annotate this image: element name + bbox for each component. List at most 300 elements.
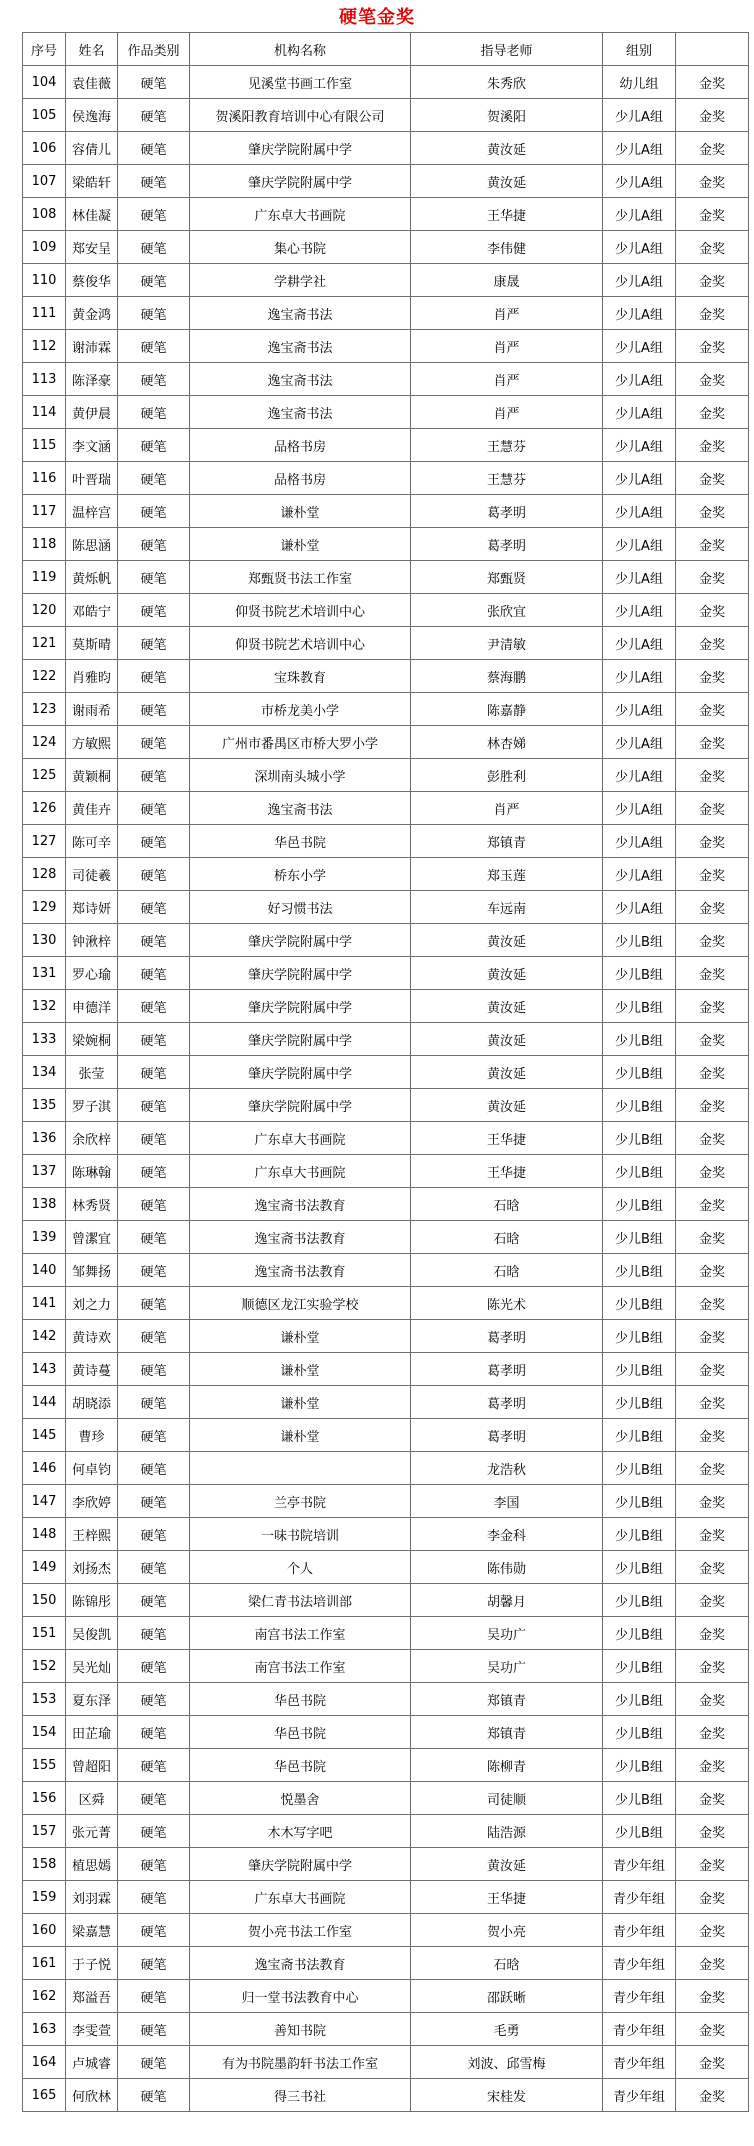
cell-organization: 品格书房 [190, 429, 411, 462]
cell-name: 郑诗妍 [66, 891, 118, 924]
cell-group: 少儿B组 [603, 1815, 676, 1848]
cell-name: 钟湫梓 [66, 924, 118, 957]
cell-teacher: 葛孝明 [411, 528, 603, 561]
cell-teacher: 石晗 [411, 1221, 603, 1254]
cell-award: 金奖 [676, 1980, 749, 2013]
cell-no: 146 [23, 1452, 66, 1485]
cell-no: 144 [23, 1386, 66, 1419]
cell-award: 金奖 [676, 1848, 749, 1881]
cell-award: 金奖 [676, 2013, 749, 2046]
cell-group: 少儿B组 [603, 1749, 676, 1782]
cell-teacher: 石晗 [411, 1188, 603, 1221]
cell-category: 硬笔 [118, 594, 190, 627]
cell-organization: 华邑书院 [190, 1749, 411, 1782]
table-row [23, 1452, 749, 1485]
cell-group: 少儿B组 [603, 924, 676, 957]
header-organization: 机构名称 [190, 33, 411, 66]
table-row [23, 561, 749, 594]
cell-name: 何卓钧 [66, 1452, 118, 1485]
cell-award: 金奖 [676, 1419, 749, 1452]
cell-name: 黄烁帆 [66, 561, 118, 594]
table-row [23, 264, 749, 297]
cell-group: 少儿B组 [603, 1485, 676, 1518]
cell-group: 少儿A组 [603, 429, 676, 462]
cell-award: 金奖 [676, 1122, 749, 1155]
cell-teacher: 王华捷 [411, 1881, 603, 1914]
cell-teacher: 葛孝明 [411, 1353, 603, 1386]
cell-name: 张莹 [66, 1056, 118, 1089]
cell-teacher: 黄汝延 [411, 1848, 603, 1881]
table-row [23, 858, 749, 891]
cell-name: 罗心瑜 [66, 957, 118, 990]
cell-teacher: 王华捷 [411, 198, 603, 231]
cell-no: 143 [23, 1353, 66, 1386]
cell-award: 金奖 [676, 231, 749, 264]
cell-no: 117 [23, 495, 66, 528]
cell-category: 硬笔 [118, 99, 190, 132]
cell-teacher: 贺小亮 [411, 1914, 603, 1947]
cell-name: 郑溢吾 [66, 1980, 118, 2013]
cell-group: 少儿B组 [603, 1056, 676, 1089]
cell-category: 硬笔 [118, 1947, 190, 1980]
cell-category: 硬笔 [118, 1155, 190, 1188]
cell-category: 硬笔 [118, 462, 190, 495]
cell-name: 李文涵 [66, 429, 118, 462]
cell-award: 金奖 [676, 1914, 749, 1947]
table-row [23, 297, 749, 330]
cell-organization: 梁仁青书法培训部 [190, 1584, 411, 1617]
cell-group: 青少年组 [603, 1881, 676, 1914]
cell-award: 金奖 [676, 1188, 749, 1221]
table-row [23, 825, 749, 858]
cell-name: 方敏熙 [66, 726, 118, 759]
header-name: 姓名 [66, 33, 118, 66]
cell-teacher: 黄汝延 [411, 990, 603, 1023]
cell-award: 金奖 [676, 1815, 749, 1848]
cell-no: 105 [23, 99, 66, 132]
cell-award: 金奖 [676, 1650, 749, 1683]
cell-award: 金奖 [676, 924, 749, 957]
table-row [23, 66, 749, 99]
table-row [23, 363, 749, 396]
cell-teacher: 郑镇青 [411, 1683, 603, 1716]
cell-organization: 深圳南头城小学 [190, 759, 411, 792]
cell-name: 李雯萱 [66, 2013, 118, 2046]
cell-name: 容倩儿 [66, 132, 118, 165]
cell-award: 金奖 [676, 495, 749, 528]
cell-group: 少儿B组 [603, 1254, 676, 1287]
cell-teacher: 黄汝延 [411, 1089, 603, 1122]
cell-group: 青少年组 [603, 2046, 676, 2079]
cell-award: 金奖 [676, 198, 749, 231]
cell-no: 158 [23, 1848, 66, 1881]
cell-no: 127 [23, 825, 66, 858]
cell-no: 156 [23, 1782, 66, 1815]
table-row [23, 1287, 749, 1320]
cell-no: 125 [23, 759, 66, 792]
cell-organization [190, 1452, 411, 1485]
cell-category: 硬笔 [118, 2079, 190, 2112]
cell-category: 硬笔 [118, 2046, 190, 2079]
header-award [676, 33, 749, 66]
table-row [23, 1815, 749, 1848]
cell-no: 160 [23, 1914, 66, 1947]
cell-category: 硬笔 [118, 924, 190, 957]
cell-teacher: 陈光术 [411, 1287, 603, 1320]
cell-name: 申德洋 [66, 990, 118, 1023]
cell-category: 硬笔 [118, 1815, 190, 1848]
cell-award: 金奖 [676, 297, 749, 330]
cell-no: 111 [23, 297, 66, 330]
cell-organization: 兰亭书院 [190, 1485, 411, 1518]
cell-category: 硬笔 [118, 627, 190, 660]
table-row [23, 1122, 749, 1155]
cell-name: 刘之力 [66, 1287, 118, 1320]
cell-award: 金奖 [676, 1386, 749, 1419]
cell-teacher: 王慧芬 [411, 429, 603, 462]
cell-no: 126 [23, 792, 66, 825]
cell-group: 少儿B组 [603, 1650, 676, 1683]
cell-group: 少儿B组 [603, 1617, 676, 1650]
header-no: 序号 [23, 33, 66, 66]
table-row [23, 1617, 749, 1650]
cell-category: 硬笔 [118, 1551, 190, 1584]
cell-name: 邹舞扬 [66, 1254, 118, 1287]
cell-category: 硬笔 [118, 990, 190, 1023]
cell-organization: 悦墨舍 [190, 1782, 411, 1815]
cell-organization: 肇庆学院附属中学 [190, 165, 411, 198]
table-row [23, 1584, 749, 1617]
cell-no: 113 [23, 363, 66, 396]
table-row [23, 1089, 749, 1122]
cell-group: 青少年组 [603, 1848, 676, 1881]
cell-name: 吴俊凯 [66, 1617, 118, 1650]
cell-organization: 广州市番禺区市桥大罗小学 [190, 726, 411, 759]
cell-name: 林佳凝 [66, 198, 118, 231]
cell-award: 金奖 [676, 1320, 749, 1353]
cell-category: 硬笔 [118, 363, 190, 396]
cell-name: 田芷瑜 [66, 1716, 118, 1749]
cell-group: 少儿A组 [603, 759, 676, 792]
cell-teacher: 黄汝延 [411, 1023, 603, 1056]
cell-category: 硬笔 [118, 1287, 190, 1320]
cell-organization: 逸宝斋书法 [190, 297, 411, 330]
cell-organization: 肇庆学院附属中学 [190, 924, 411, 957]
table-row [23, 1386, 749, 1419]
cell-category: 硬笔 [118, 726, 190, 759]
cell-organization: 逸宝斋书法 [190, 792, 411, 825]
cell-no: 162 [23, 1980, 66, 2013]
cell-no: 132 [23, 990, 66, 1023]
cell-no: 147 [23, 1485, 66, 1518]
cell-name: 郑安呈 [66, 231, 118, 264]
cell-organization: 广东卓大书画院 [190, 1122, 411, 1155]
cell-category: 硬笔 [118, 1023, 190, 1056]
cell-category: 硬笔 [118, 1881, 190, 1914]
cell-group: 青少年组 [603, 1914, 676, 1947]
cell-award: 金奖 [676, 1023, 749, 1056]
cell-no: 118 [23, 528, 66, 561]
cell-no: 112 [23, 330, 66, 363]
table-row [23, 1353, 749, 1386]
cell-teacher: 彭胜利 [411, 759, 603, 792]
cell-category: 硬笔 [118, 1749, 190, 1782]
cell-group: 青少年组 [603, 1947, 676, 1980]
cell-name: 区舜 [66, 1782, 118, 1815]
cell-no: 157 [23, 1815, 66, 1848]
cell-award: 金奖 [676, 528, 749, 561]
cell-category: 硬笔 [118, 396, 190, 429]
table-row [23, 891, 749, 924]
cell-category: 硬笔 [118, 1980, 190, 2013]
cell-organization: 谦朴堂 [190, 528, 411, 561]
cell-category: 硬笔 [118, 1056, 190, 1089]
cell-category: 硬笔 [118, 1221, 190, 1254]
cell-group: 少儿B组 [603, 1782, 676, 1815]
cell-organization: 有为书院墨韵轩书法工作室 [190, 2046, 411, 2079]
cell-category: 硬笔 [118, 1320, 190, 1353]
cell-teacher: 王慧芬 [411, 462, 603, 495]
cell-category: 硬笔 [118, 1353, 190, 1386]
cell-group: 少儿A组 [603, 132, 676, 165]
cell-name: 司徒羲 [66, 858, 118, 891]
cell-no: 114 [23, 396, 66, 429]
cell-category: 硬笔 [118, 858, 190, 891]
cell-name: 黄诗蔓 [66, 1353, 118, 1386]
table-row [23, 396, 749, 429]
cell-no: 115 [23, 429, 66, 462]
cell-category: 硬笔 [118, 1089, 190, 1122]
cell-group: 少儿B组 [603, 957, 676, 990]
cell-organization: 宝珠教育 [190, 660, 411, 693]
table-row [23, 528, 749, 561]
cell-no: 106 [23, 132, 66, 165]
cell-teacher: 陆浩源 [411, 1815, 603, 1848]
cell-organization: 谦朴堂 [190, 1353, 411, 1386]
table-row [23, 594, 749, 627]
cell-teacher: 毛勇 [411, 2013, 603, 2046]
cell-award: 金奖 [676, 264, 749, 297]
cell-teacher: 吴功广 [411, 1650, 603, 1683]
cell-group: 少儿A组 [603, 660, 676, 693]
cell-no: 155 [23, 1749, 66, 1782]
table-row [23, 1848, 749, 1881]
table-row [23, 198, 749, 231]
cell-group: 少儿A组 [603, 165, 676, 198]
cell-teacher: 李国 [411, 1485, 603, 1518]
cell-name: 余欣梓 [66, 1122, 118, 1155]
cell-group: 少儿B组 [603, 1518, 676, 1551]
cell-name: 陈可辛 [66, 825, 118, 858]
cell-no: 145 [23, 1419, 66, 1452]
cell-group: 少儿A组 [603, 198, 676, 231]
cell-no: 165 [23, 2079, 66, 2112]
cell-teacher: 司徒顺 [411, 1782, 603, 1815]
cell-organization: 木木写字吧 [190, 1815, 411, 1848]
cell-name: 陈泽豪 [66, 363, 118, 396]
cell-category: 硬笔 [118, 495, 190, 528]
cell-award: 金奖 [676, 726, 749, 759]
cell-no: 104 [23, 66, 66, 99]
cell-award: 金奖 [676, 1353, 749, 1386]
cell-teacher: 葛孝明 [411, 1320, 603, 1353]
cell-no: 152 [23, 1650, 66, 1683]
cell-organization: 善知书院 [190, 2013, 411, 2046]
cell-category: 硬笔 [118, 1452, 190, 1485]
cell-name: 温梓宫 [66, 495, 118, 528]
cell-category: 硬笔 [118, 330, 190, 363]
cell-organization: 肇庆学院附属中学 [190, 957, 411, 990]
cell-name: 邓皓宁 [66, 594, 118, 627]
cell-teacher: 朱秀欣 [411, 66, 603, 99]
cell-group: 少儿B组 [603, 1419, 676, 1452]
cell-award: 金奖 [676, 759, 749, 792]
cell-category: 硬笔 [118, 1716, 190, 1749]
cell-teacher: 王华捷 [411, 1155, 603, 1188]
cell-name: 刘扬杰 [66, 1551, 118, 1584]
cell-group: 少儿B组 [603, 990, 676, 1023]
cell-teacher: 黄汝延 [411, 132, 603, 165]
cell-no: 139 [23, 1221, 66, 1254]
cell-category: 硬笔 [118, 825, 190, 858]
cell-no: 135 [23, 1089, 66, 1122]
cell-group: 青少年组 [603, 2013, 676, 2046]
cell-no: 110 [23, 264, 66, 297]
cell-name: 黄诗欢 [66, 1320, 118, 1353]
cell-no: 149 [23, 1551, 66, 1584]
cell-name: 陈思涵 [66, 528, 118, 561]
cell-category: 硬笔 [118, 891, 190, 924]
cell-organization: 谦朴堂 [190, 1320, 411, 1353]
cell-teacher: 李金科 [411, 1518, 603, 1551]
cell-award: 金奖 [676, 396, 749, 429]
table-row [23, 990, 749, 1023]
cell-award: 金奖 [676, 99, 749, 132]
table-row [23, 1881, 749, 1914]
cell-organization: 逸宝斋书法教育 [190, 1188, 411, 1221]
cell-name: 于子悦 [66, 1947, 118, 1980]
cell-teacher: 吴功广 [411, 1617, 603, 1650]
header-teacher: 指导老师 [411, 33, 603, 66]
cell-award: 金奖 [676, 1254, 749, 1287]
cell-teacher: 张欣宜 [411, 594, 603, 627]
page-title: 硬笔金奖 [339, 7, 415, 28]
table-row [23, 1056, 749, 1089]
cell-teacher: 葛孝明 [411, 1419, 603, 1452]
cell-category: 硬笔 [118, 1485, 190, 1518]
cell-category: 硬笔 [118, 693, 190, 726]
cell-group: 少儿B组 [603, 1452, 676, 1485]
cell-name: 黄佳卉 [66, 792, 118, 825]
table-row [23, 1188, 749, 1221]
cell-group: 少儿A组 [603, 726, 676, 759]
cell-no: 130 [23, 924, 66, 957]
cell-name: 梁婉桐 [66, 1023, 118, 1056]
cell-award: 金奖 [676, 1551, 749, 1584]
cell-organization: 个人 [190, 1551, 411, 1584]
cell-category: 硬笔 [118, 528, 190, 561]
cell-no: 153 [23, 1683, 66, 1716]
table-row [23, 726, 749, 759]
table-row [23, 1221, 749, 1254]
cell-group: 少儿A组 [603, 264, 676, 297]
cell-organization: 谦朴堂 [190, 1419, 411, 1452]
cell-award: 金奖 [676, 858, 749, 891]
cell-teacher: 石晗 [411, 1254, 603, 1287]
cell-name: 曾超阳 [66, 1749, 118, 1782]
table-row [23, 2046, 749, 2079]
table-row [23, 1947, 749, 1980]
cell-no: 148 [23, 1518, 66, 1551]
cell-organization: 市桥龙美小学 [190, 693, 411, 726]
cell-category: 硬笔 [118, 957, 190, 990]
cell-organization: 桥东小学 [190, 858, 411, 891]
cell-award: 金奖 [676, 1881, 749, 1914]
table-row [23, 1155, 749, 1188]
header-row [23, 33, 749, 66]
cell-organization: 华邑书院 [190, 825, 411, 858]
cell-name: 张元菁 [66, 1815, 118, 1848]
cell-category: 硬笔 [118, 264, 190, 297]
cell-award: 金奖 [676, 429, 749, 462]
cell-no: 120 [23, 594, 66, 627]
cell-teacher: 葛孝明 [411, 495, 603, 528]
cell-category: 硬笔 [118, 1683, 190, 1716]
cell-no: 137 [23, 1155, 66, 1188]
cell-teacher: 葛孝明 [411, 1386, 603, 1419]
table-row [23, 1914, 749, 1947]
cell-name: 莫斯晴 [66, 627, 118, 660]
cell-group: 少儿B组 [603, 1122, 676, 1155]
cell-category: 硬笔 [118, 1518, 190, 1551]
awards-table [22, 32, 749, 2112]
cell-organization: 逸宝斋书法 [190, 330, 411, 363]
cell-group: 少儿A组 [603, 495, 676, 528]
cell-name: 罗子淇 [66, 1089, 118, 1122]
cell-group: 少儿B组 [603, 1221, 676, 1254]
cell-no: 154 [23, 1716, 66, 1749]
cell-name: 谢沛霖 [66, 330, 118, 363]
cell-organization: 得三书社 [190, 2079, 411, 2112]
cell-organization: 肇庆学院附属中学 [190, 1023, 411, 1056]
table-row [23, 462, 749, 495]
cell-teacher: 邵跃晰 [411, 1980, 603, 2013]
cell-organization: 逸宝斋书法教育 [190, 1254, 411, 1287]
cell-name: 黄伊晨 [66, 396, 118, 429]
cell-teacher: 刘波、邱雪梅 [411, 2046, 603, 2079]
cell-no: 142 [23, 1320, 66, 1353]
cell-organization: 逸宝斋书法 [190, 396, 411, 429]
cell-award: 金奖 [676, 990, 749, 1023]
cell-teacher: 肖严 [411, 396, 603, 429]
cell-no: 164 [23, 2046, 66, 2079]
cell-award: 金奖 [676, 825, 749, 858]
cell-no: 140 [23, 1254, 66, 1287]
cell-teacher: 蔡海鹏 [411, 660, 603, 693]
cell-organization: 一味书院培训 [190, 1518, 411, 1551]
cell-teacher: 郑甄贤 [411, 561, 603, 594]
cell-category: 硬笔 [118, 759, 190, 792]
cell-teacher: 陈嘉静 [411, 693, 603, 726]
cell-no: 108 [23, 198, 66, 231]
cell-name: 曹珍 [66, 1419, 118, 1452]
cell-no: 131 [23, 957, 66, 990]
cell-no: 107 [23, 165, 66, 198]
cell-award: 金奖 [676, 792, 749, 825]
cell-award: 金奖 [676, 1287, 749, 1320]
cell-category: 硬笔 [118, 165, 190, 198]
table-row [23, 1749, 749, 1782]
